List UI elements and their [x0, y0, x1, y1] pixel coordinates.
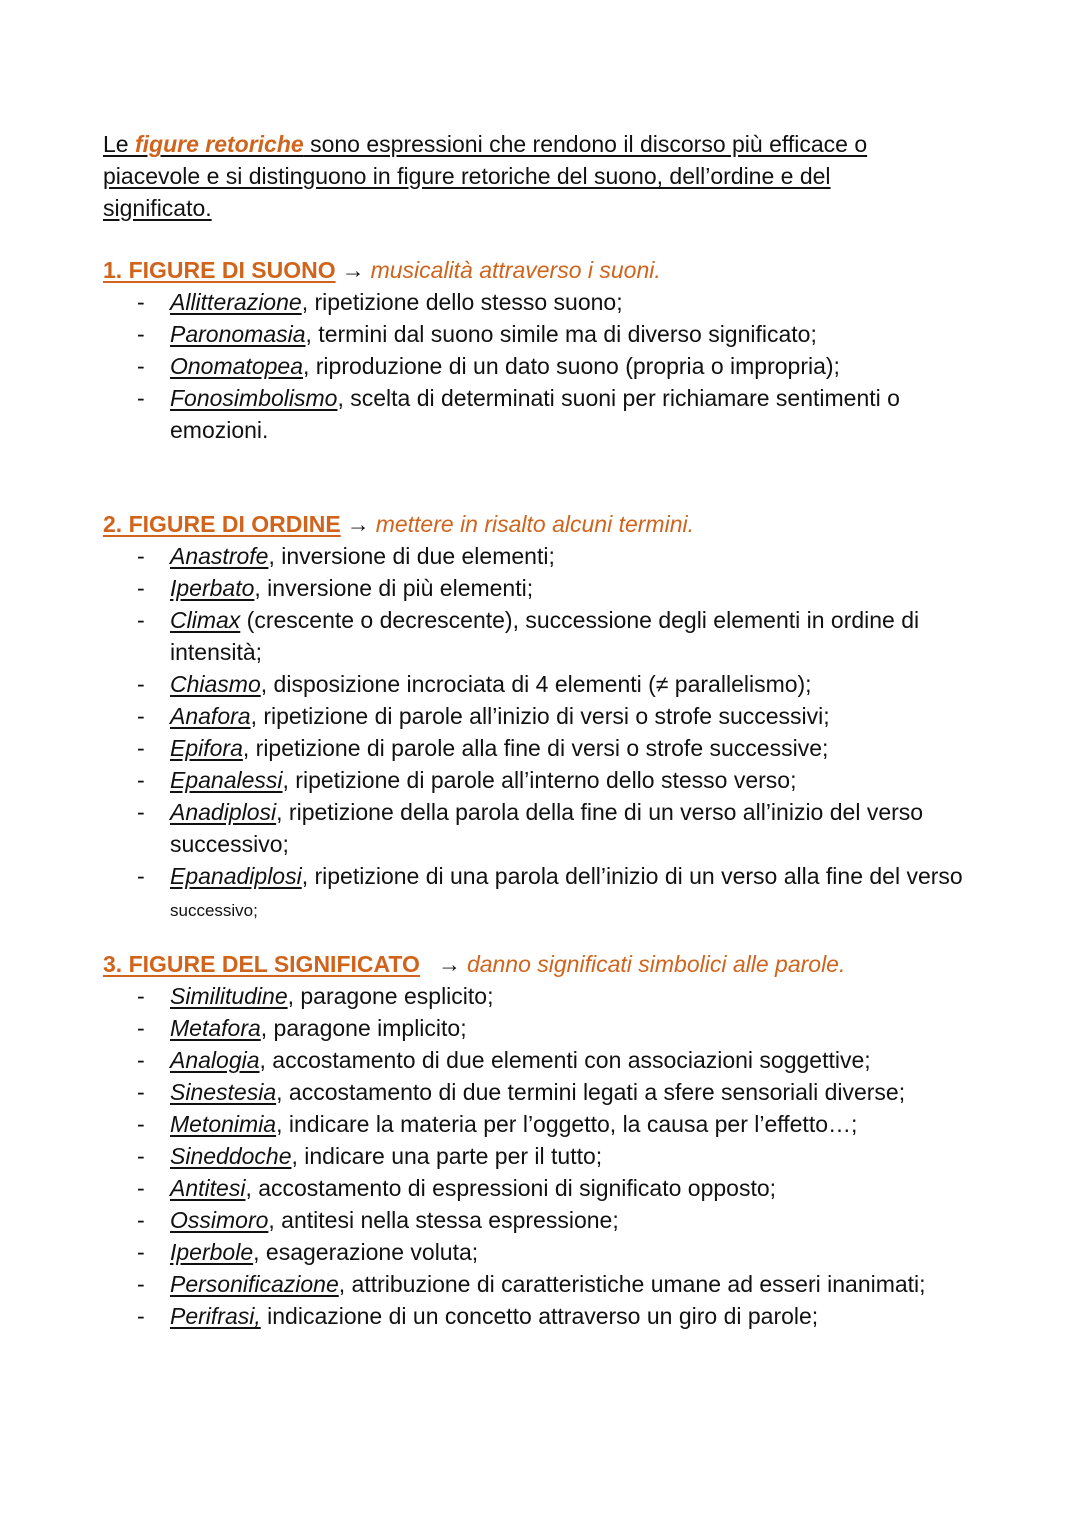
figure-term: Paronomasia: [170, 321, 306, 347]
dash-bullet: -: [137, 1047, 145, 1073]
section-title: 1. FIGURE DI SUONO: [103, 257, 336, 283]
figure-term: Anafora: [170, 703, 251, 729]
dash-bullet: -: [137, 703, 145, 729]
figure-list: [103, 540, 1003, 927]
intro-line-2: piacevole e si distinguono in figure retoriche del suono, dell’ordine e del: [103, 163, 831, 189]
dash-bullet: -: [137, 1271, 145, 1297]
figure-term: Fonosimbolismo: [170, 385, 338, 411]
figure-definition: , ripetizione della parola della fine di un verso all’inizio del verso successivo;: [170, 799, 924, 857]
list-item: [103, 1044, 990, 1076]
arrow-icon: →: [341, 257, 365, 283]
list-item: [103, 382, 990, 446]
list-item: [103, 1012, 990, 1044]
figure-term: Onomatopea: [170, 353, 303, 379]
figure-definition: , accostamento di due elementi con associazioni soggettive;: [259, 1047, 871, 1073]
arrow-icon: →: [346, 511, 370, 537]
intro-prefix: Le: [103, 131, 135, 157]
dash-bullet: -: [137, 863, 145, 889]
list-item: [103, 1140, 990, 1172]
intro-line-1-rest: sono espressioni che rendono il discorso più efficace o: [303, 131, 868, 157]
dash-bullet: -: [137, 575, 145, 601]
dash-bullet: -: [137, 983, 145, 1009]
figure-definition: , riproduzione di un dato suono (propria o impropria);: [302, 353, 840, 379]
section-heading: [103, 508, 1003, 540]
list-item: [103, 764, 990, 796]
list-item: [103, 318, 990, 350]
figure-definition: indicazione di un concetto attraverso un giro di parole;: [260, 1303, 819, 1329]
dash-bullet: -: [137, 799, 145, 825]
list-item: [103, 350, 990, 382]
intro-paragraph: [103, 128, 1003, 224]
intro-key-term: figure retoriche: [134, 131, 304, 157]
dash-bullet: -: [137, 385, 145, 411]
figure-definition: , paragone esplicito;: [287, 983, 494, 1009]
figure-term: Iperbole: [170, 1239, 254, 1265]
list-item: [103, 700, 990, 732]
list-item: [103, 1076, 990, 1108]
figure-definition: , accostamento di due termini legati a sfere sensoriali diverse;: [276, 1079, 906, 1105]
arrow-icon: →: [437, 951, 461, 977]
figure-definition: , inversione di più elementi;: [254, 575, 534, 601]
figure-definition: , disposizione incrociata di 4 elementi (≠ parallelismo);: [260, 671, 812, 697]
figure-term: Similitudine: [170, 983, 288, 1009]
list-item: [103, 604, 990, 668]
section-figure-di-suono: [103, 254, 1003, 446]
figure-term: Personificazione: [170, 1271, 339, 1297]
figure-list: [103, 286, 1003, 446]
figure-definition: , paragone implicito;: [260, 1015, 467, 1041]
list-item: [103, 796, 990, 860]
figure-definition: (crescente o decrescente), successione degli elementi in ordine di intensità;: [170, 607, 920, 665]
figure-definition: , indicare la materia per l’oggetto, la causa per l’effetto…;: [276, 1111, 858, 1137]
dash-bullet: -: [137, 1143, 145, 1169]
figure-definition: , scelta di determinati suoni per richiamare sentimenti o emozioni.: [170, 385, 900, 443]
figure-term: Metonimia: [170, 1111, 277, 1137]
list-item: [103, 1236, 990, 1268]
section-title: 3. FIGURE DEL SIGNIFICATO: [103, 951, 420, 977]
figure-definition: , ripetizione di parole all’interno dello stesso verso;: [282, 767, 797, 793]
figure-term: Antitesi: [170, 1175, 246, 1201]
figure-term: Metafora: [170, 1015, 261, 1041]
section-figure-di-ordine: [103, 508, 1003, 927]
list-item: [103, 1268, 990, 1300]
figure-term: Sinestesia: [170, 1079, 277, 1105]
dash-bullet: -: [137, 1175, 145, 1201]
list-item: [103, 286, 990, 318]
dash-bullet: -: [137, 1207, 145, 1233]
figure-term: Climax: [170, 607, 241, 633]
figure-term: Anadiplosi: [170, 799, 277, 825]
figure-definition: , termini dal suono simile ma di diverso significato;: [305, 321, 817, 347]
section-description: danno significati simbolici alle parole.: [466, 951, 846, 977]
dash-bullet: -: [137, 1239, 145, 1265]
figure-term: Sineddoche: [170, 1143, 292, 1169]
figure-term: Ossimoro: [170, 1207, 269, 1233]
figure-definition: , esagerazione voluta;: [253, 1239, 479, 1265]
section-description: mettere in risalto alcuni termini.: [375, 511, 694, 537]
figure-term: Anastrofe: [170, 543, 269, 569]
figure-term: Iperbato: [170, 575, 255, 601]
figure-definition: , antitesi nella stessa espressione;: [268, 1207, 619, 1233]
section-heading: [103, 254, 1003, 286]
figure-definition: , attribuzione di caratteristiche umane ad esseri inanimati;: [338, 1271, 926, 1297]
dash-bullet: -: [137, 607, 145, 633]
intro-line-3: significato.: [103, 195, 212, 221]
figure-term: Allitterazione: [170, 289, 302, 315]
section-description: musicalità attraverso i suoni.: [370, 257, 661, 283]
dash-bullet: -: [137, 671, 145, 697]
list-item: [103, 1108, 990, 1140]
figure-definition: , ripetizione di parole all’inizio di versi o strofe successivi;: [250, 703, 830, 729]
section-heading: [103, 948, 1003, 980]
figure-definition: , ripetizione di parole alla fine di versi o strofe successive;: [242, 735, 829, 761]
section-figure-del-significato: [103, 948, 1003, 1332]
dash-bullet: -: [137, 543, 145, 569]
list-item: [103, 860, 990, 927]
figure-term: Epanalessi: [170, 767, 283, 793]
figure-term: Analogia: [170, 1047, 260, 1073]
list-item: [103, 732, 990, 764]
figure-list: [103, 980, 1003, 1332]
dash-bullet: -: [137, 321, 145, 347]
dash-bullet: -: [137, 1303, 145, 1329]
dash-bullet: -: [137, 1015, 145, 1041]
dash-bullet: -: [137, 1111, 145, 1137]
list-item: [103, 572, 990, 604]
section-title: 2. FIGURE DI ORDINE: [103, 511, 341, 537]
figure-term: Epifora: [170, 735, 243, 761]
figure-definition: , indicare una parte per il tutto;: [291, 1143, 603, 1169]
dash-bullet: -: [137, 289, 145, 315]
figure-definition: , inversione di due elementi;: [268, 543, 555, 569]
figure-term: Perifrasi,: [170, 1303, 261, 1329]
list-item: [103, 668, 990, 700]
dash-bullet: -: [137, 1079, 145, 1105]
list-item: [103, 980, 990, 1012]
figure-definition: , accostamento di espressioni di significato opposto;: [245, 1175, 777, 1201]
figure-definition-small: successivo;: [170, 901, 258, 920]
list-item: [103, 1172, 990, 1204]
list-item: [103, 540, 990, 572]
dash-bullet: -: [137, 735, 145, 761]
list-item: [103, 1300, 990, 1332]
list-item: [103, 1204, 990, 1236]
dash-bullet: -: [137, 767, 145, 793]
intro-line-1: [103, 128, 1003, 160]
dash-bullet: -: [137, 353, 145, 379]
figure-definition: , ripetizione di una parola dell’inizio di un verso alla fine del verso: [301, 863, 963, 889]
figure-term: Chiasmo: [170, 671, 261, 697]
figure-definition: , ripetizione dello stesso suono;: [301, 289, 623, 315]
figure-term: Epanadiplosi: [170, 863, 302, 889]
